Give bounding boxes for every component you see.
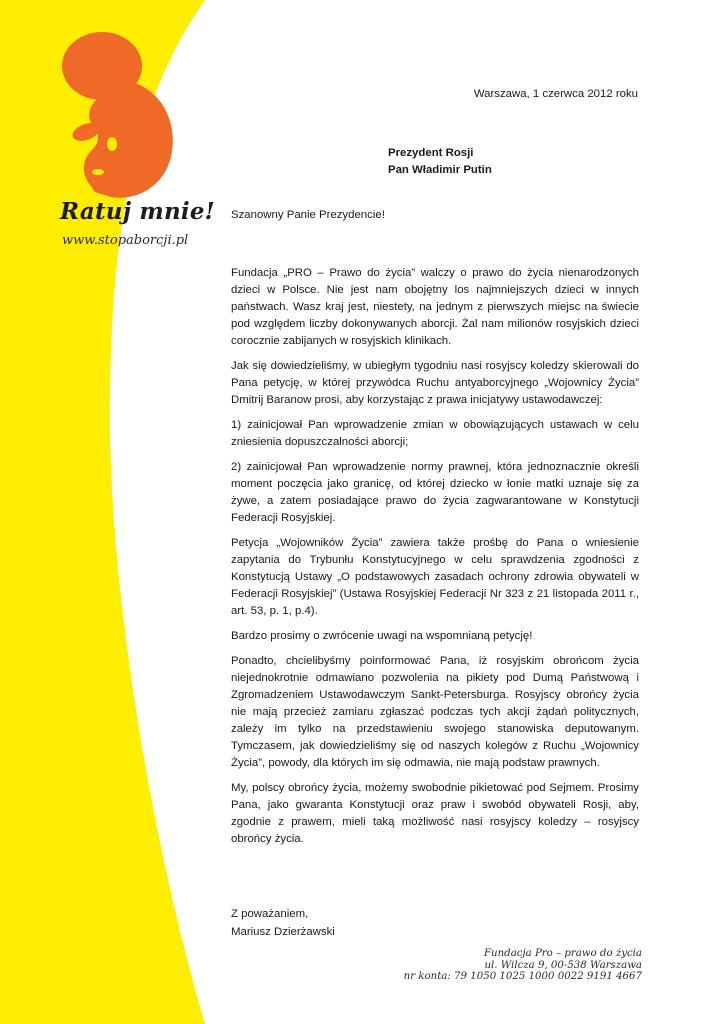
body-paragraph: Ponadto, chcielibyśmy poinformować Pana, iż rosyjskim obrońcom życia niejednokrotnie odmawiano pozwolenia na pikiety pod Dumą Państwową i Zgromadzeniem Ustawodawczym Sankt-Petersburga. Rosyjscy obrońcy życia nie mają przecież zamiaru zgłaszać podczas tych akcji żądań politycznych, zależy im tylko na przedstawieniu swojego stanowiska deputowanym. Tymczasem, jak dowiedzieliśmy się od naszych kolegów z Ruchu „Wojownicy Życia”, powody, dla których im się odmawia, nie mają podstaw prawnych. — [231, 655, 639, 769]
signature-name: Mariusz Dzierżawski — [231, 926, 335, 938]
body-paragraph: 2) zainicjował Pan wprowadzenie normy prawnej, która jednoznacznie określi moment poczęcia jako granicę, od której dziecko w łonie matki uznaje się za żywe, a zatem posiadające prawo do życia zagwarantowane w Konstytucji Federacji Rosyjskiej. — [231, 461, 639, 524]
footer-org-name: Fundacja Pro – prawo do życia — [483, 948, 642, 959]
website-link[interactable]: www.stopaborcji.pl — [62, 233, 189, 248]
footer-address: ul. Wilcza 9, 00-538 Warszawa — [484, 959, 642, 971]
body-paragraph: 1) zainicjował Pan wprowadzenie zmian w obowiązujących ustawach w celu zniesienia dopuszczalności aborcji; — [231, 419, 639, 448]
salutation: Szanowny Panie Prezydencie! — [231, 209, 385, 221]
body-paragraph: Petycja „Wojowników Życia” zawiera także prośbę do Pana o wniesienie zapytania do Trybunłu Konstytucyjnego w celu sprawdzenia zgodności z Konstytucją Ustawy „O podstawowych zasadach ochrony zdrowia obywateli w Federacji Rosyjskiej” (Ustawa Rosyjskiej Federacji Nr 323 z 21 listopada 2011 r., art. 53, p. 1, p.4). — [231, 537, 639, 617]
slogan-text: Ratuj mnie! — [60, 198, 215, 225]
body-paragraph: Fundacja „PRO – Prawo do życia” walczy o prawo do życia nienarodzonych dzieci w Polsce. Nie jest nam obojętny los najmniejszych dzieci w innych państwach. Wasz kraj jest, niestety, na jednym z pierwszych miejsc na świecie pod względem liczby dokonywanych aborcji. Żal nam milionów rosyjskich dzieci corocznie zabijanych w rosyjskich klinikach. — [231, 267, 639, 347]
body-paragraph: Bardzo prosimy o zwrócenie uwagi na wspomnianą petycję! — [231, 630, 533, 642]
body-paragraph: My, polscy obrońcy życia, możemy swobodnie pikietować pod Sejmem. Prosimy Pana, jako gwaranta Konstytucji oraz praw i swobód obywateli Rosji, aby, zgodnie z prawem, mieli taką możliwość nasi rosyjscy koledzy – rosyjscy obrońcy życia. — [231, 782, 639, 845]
letter-date: Warszawa, 1 czerwca 2012 roku — [473, 88, 638, 100]
footer-account: nr konta: 79 1050 1025 1000 0022 9191 4667 — [403, 971, 642, 982]
closing-block — [231, 905, 335, 941]
recipient-block — [388, 145, 492, 179]
fetus-icon — [40, 24, 190, 214]
footer-contact — [404, 948, 642, 983]
recipient-line: Pan Władimir Putin — [388, 164, 492, 176]
closing-line: Z poważaniem, — [231, 908, 309, 920]
body-paragraph: Jak się dowiedzieliśmy, w ubiegłym tygodniu nasi rosyjscy koledzy skierowali do Pana petycję, w której przywódca Ruchu antyaborcyjnego „Wojownicy Życia” Dmitrij Baranow prosi, aby korzystając z prawa inicjatywy ustawodawczej: — [231, 360, 639, 406]
letter-body — [231, 265, 639, 856]
recipient-line: Prezydent Rosji — [388, 147, 474, 159]
